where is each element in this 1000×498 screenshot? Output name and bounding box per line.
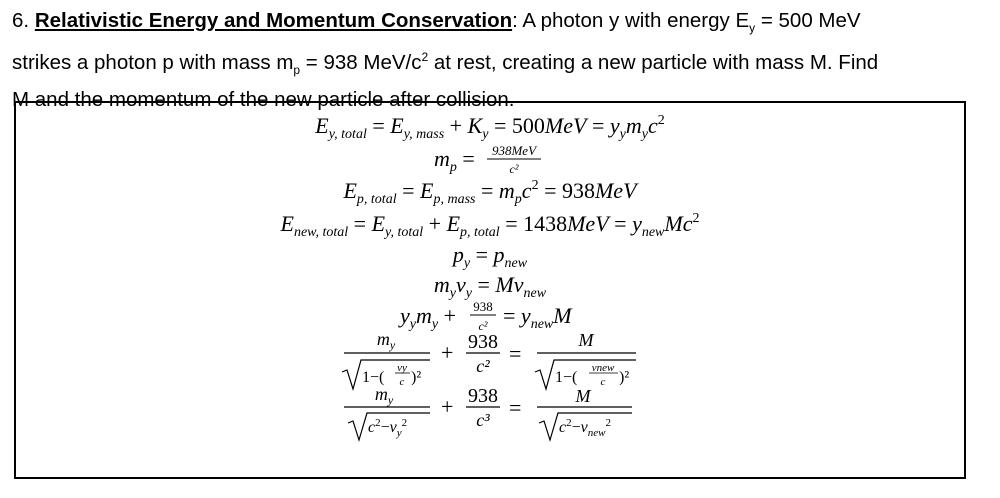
svg-text:938: 938 xyxy=(473,299,493,314)
svg-text:=: = xyxy=(509,395,522,420)
svg-text:938: 938 xyxy=(468,385,498,407)
equation-1: $E_{y, total} = E_{y, mass} + K_y = 500MeV = y_ym_yc^2$ xyxy=(315,113,665,142)
problem-text: = 938 MeV/c xyxy=(300,51,422,74)
svg-text:M: M xyxy=(578,330,594,350)
svg-text:mp =: $m_p$ = xyxy=(434,146,475,175)
problem-text: = 500 MeV xyxy=(755,9,861,32)
svg-text:c³: c³ xyxy=(476,410,490,430)
equation-7 xyxy=(398,299,573,333)
problem-text: at rest, creating a new particle with mass M. Find xyxy=(428,51,879,74)
subscript: y xyxy=(749,21,756,35)
svg-text:c²: c² xyxy=(478,319,488,333)
problem-number: 6. xyxy=(12,9,30,32)
svg-text:yymy +: $y_ym_y$ + xyxy=(400,303,457,332)
svg-text:vnew: vnew xyxy=(591,362,615,374)
problem-heading: Relativistic Energy and Momentum Conservation xyxy=(34,9,513,32)
svg-text:my: $m_y$ xyxy=(376,329,396,352)
problem-text: strikes a photon p with mass m xyxy=(12,51,294,74)
superscript: 2 xyxy=(421,50,429,64)
problem-text: : A photon y with energy E xyxy=(512,9,750,32)
equation-4: $E_{new, total} = E_{y, total} + E_{p, total} = 1438MeV = y_{new}Mc^2$ xyxy=(280,211,700,240)
equation-8 xyxy=(342,329,636,389)
svg-text:c2−vy2: $c^2-v_y^2$ xyxy=(368,417,408,439)
svg-text:938MeV: 938MeV xyxy=(491,143,537,158)
svg-text:)²: )² xyxy=(411,369,422,386)
svg-text:c: c xyxy=(600,376,606,388)
equation-6: $m_yv_y = Mv_{new}$ xyxy=(433,272,547,301)
svg-text:c²: c² xyxy=(476,356,490,376)
svg-text:1−(: 1−( xyxy=(362,369,385,386)
svg-text:M: M xyxy=(575,386,591,406)
equation-5: $p_y = p_{new}$ xyxy=(452,242,528,271)
svg-text:c2−vnew2: $c^2-v_{new}^2$ xyxy=(559,417,611,439)
equation-3: $E_{p, total} = E_{p, mass} = m_pc^2 = 938MeV$ xyxy=(343,178,637,207)
svg-text:)²: )² xyxy=(619,369,630,386)
svg-text:my: $m_y$ xyxy=(374,384,394,407)
problem-line-3: M and the momentum of the new particle after collision. xyxy=(12,88,515,111)
svg-text:vy: vy xyxy=(397,362,407,374)
subscript: p xyxy=(293,63,301,77)
equation-2 xyxy=(434,143,541,176)
svg-text:c²: c² xyxy=(509,162,519,176)
svg-text:+: + xyxy=(441,394,454,419)
svg-text:= ynewM: = $y_{new}M$ xyxy=(503,303,572,332)
svg-text:+: + xyxy=(441,340,454,365)
svg-text:=: = xyxy=(509,341,522,366)
svg-text:1−(: 1−( xyxy=(555,369,578,386)
equation-9 xyxy=(344,384,632,440)
svg-text:c: c xyxy=(399,376,405,388)
svg-text:938: 938 xyxy=(468,331,498,353)
